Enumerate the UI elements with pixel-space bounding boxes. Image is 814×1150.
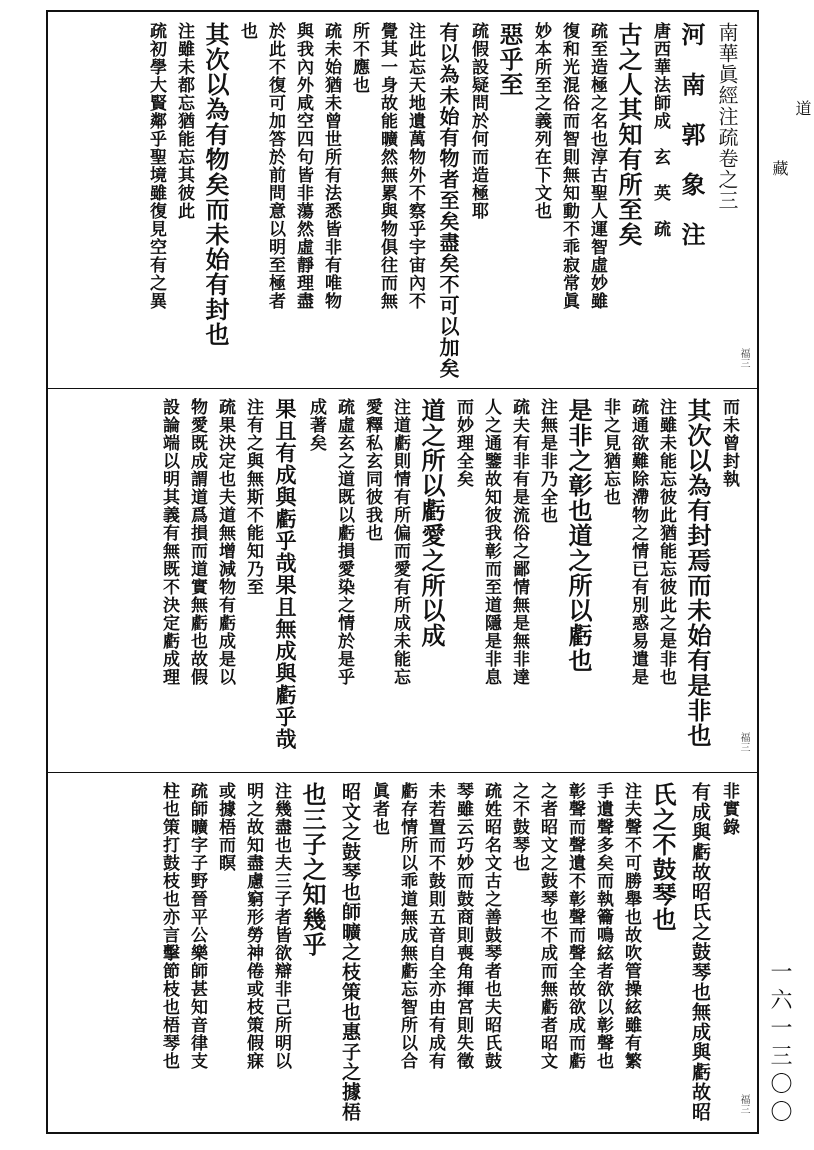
- text-column: 注此忘天地遺萬物外不察乎宇宙內不: [405, 22, 425, 310]
- text-column: 疏果決定也夫道無增減物有虧成是以: [215, 398, 235, 686]
- text-column: 道之所以虧愛之所以成: [417, 398, 446, 648]
- text-column: 有成與虧故昭氏之鼓琴也無成與虧故昭: [689, 782, 711, 1122]
- text-column: 覺其一身故能曠然無累與物俱往而無: [377, 22, 397, 310]
- text-column: 所不應也: [349, 22, 369, 94]
- text-panel-1: [48, 12, 757, 389]
- text-column: 果且有成與虧乎哉果且無成與虧乎哉: [273, 398, 298, 750]
- text-column: 疏假設疑問於何而造極耶: [468, 22, 488, 220]
- text-column: 於此不復可加答於前問意以明至極者: [265, 22, 285, 310]
- text-column: 人之通鑒故知彼我彰而至道隱是非息: [481, 398, 501, 686]
- text-column: 成著矣: [306, 398, 326, 452]
- text-panel-3: [48, 772, 757, 1134]
- page-number: 一六一三〇〇: [767, 960, 792, 1128]
- text-column: 明之故知盡慮窮形勞神倦或枝策假寐: [243, 782, 263, 1070]
- text-column: 未若置而不鼓則五音自全亦由有成有: [425, 782, 445, 1070]
- text-column: 其次以為有封焉而未始有是非也: [683, 398, 712, 748]
- text-column: 復和光混俗而智則無知動不乖寂常眞: [559, 22, 579, 310]
- page-frame: [46, 10, 759, 1134]
- text-column: 注有之與無斯不能知乃至: [243, 398, 263, 596]
- text-column: 彰聲而聲遺不彰聲而聲全故欲成而虧: [565, 782, 585, 1070]
- text-column: 疏通欲難除滯物之情已有別惑易遣是: [628, 398, 648, 686]
- text-column: 注雖未都忘猶能忘其彼此: [174, 22, 194, 220]
- text-column: 昭文之鼓琴也師曠之枝策也惠子之據梧: [339, 782, 361, 1122]
- text-column: 惡乎至: [495, 22, 524, 97]
- text-column: 有以為未始有物者至矣盡矣不可以加矣: [436, 22, 460, 379]
- text-column: 疏虛玄之道既以虧損愛染之情於是乎: [334, 398, 354, 686]
- text-column: 物愛既成謂道爲損而道實無虧也故假: [187, 398, 207, 686]
- side-label-top: [768, 100, 814, 180]
- text-column: 南華眞經注疏卷之三: [715, 22, 739, 211]
- text-column: 注夫聲不可勝舉也故吹管操絃雖有繁: [621, 782, 641, 1070]
- text-column: 注無是非乃全也: [537, 398, 557, 524]
- text-column: 設論端以明其義有無既不決定虧成理: [159, 398, 179, 686]
- text-column: 注雖未能忘彼此猶能忘彼此之是非也: [656, 398, 676, 686]
- panel-mark: 福三: [738, 1094, 749, 1114]
- panel-mark: 福三: [738, 732, 749, 752]
- text-column: 愛釋私玄同彼我也: [362, 398, 382, 542]
- panel-mark: 福三: [738, 348, 749, 368]
- text-column: 氏之不鼓琴也: [648, 782, 677, 932]
- text-column: 古之人其知有所至矣: [614, 22, 643, 247]
- text-column: 注幾盡也夫三子者皆欲辯非己所明以: [271, 782, 291, 1070]
- text-column: 疏夫有非有是流俗之鄙情無是無非達: [509, 398, 529, 686]
- text-column: 柱也策打鼓枝也亦言擊節枝也梧琴也: [159, 782, 179, 1070]
- text-column: 非實錄: [719, 782, 739, 836]
- text-column: 注道虧則情有所偏而愛有所成未能忘: [390, 398, 410, 686]
- text-column: 是非之彰也道之所以虧也: [564, 398, 593, 673]
- text-panel-2: [48, 388, 757, 773]
- side-char-2: 藏: [770, 160, 789, 180]
- text-column: 疏至造極之名也淳古聖人運智虛妙雖: [587, 22, 607, 310]
- text-column: 唐西華法師成 玄 英 疏: [650, 22, 670, 238]
- text-column: 也: [237, 22, 257, 40]
- text-column: 之者昭文之鼓琴也不成而無虧者昭文: [537, 782, 557, 1070]
- text-column: 疏初學大賢鄰乎聖境雖復見空有之異: [146, 22, 166, 310]
- text-column: 之不鼓琴也: [509, 782, 529, 872]
- text-column: 疏師曠字子野晉平公樂師甚知音律支: [187, 782, 207, 1070]
- text-column: 琴雖云巧妙而鼓商則喪角揮宮則失徵: [453, 782, 473, 1070]
- text-column: 非之見猶忘也: [600, 398, 620, 506]
- text-column: 疏未始猶未曾世所有法悉皆非有唯物: [321, 22, 341, 310]
- text-column: 而妙理全矣: [453, 398, 473, 488]
- text-column: 眞者也: [369, 782, 389, 836]
- text-column: 河 南 郭 象 注: [677, 22, 706, 247]
- text-column: 其次以為有物矣而未始有封也: [201, 22, 230, 347]
- text-column: 妙本所至之義列在下文也: [531, 22, 551, 220]
- text-column: 手遺聲多矣而執籥鳴絃者欲以彰聲也: [593, 782, 613, 1070]
- text-column: 疏姓昭名文古之善鼓琴者也夫昭氏鼓: [481, 782, 501, 1070]
- text-column: 而未曾封執: [719, 398, 739, 488]
- text-column: 或據梧而瞑: [215, 782, 235, 872]
- side-char-1: 道: [793, 100, 812, 120]
- text-column: 虧存情所以乖道無成無虧忘智所以合: [397, 782, 417, 1070]
- text-column: 與我內外咸空四句皆非蕩然虛靜理盡: [293, 22, 313, 310]
- text-column: 也三子之知幾乎: [298, 782, 327, 957]
